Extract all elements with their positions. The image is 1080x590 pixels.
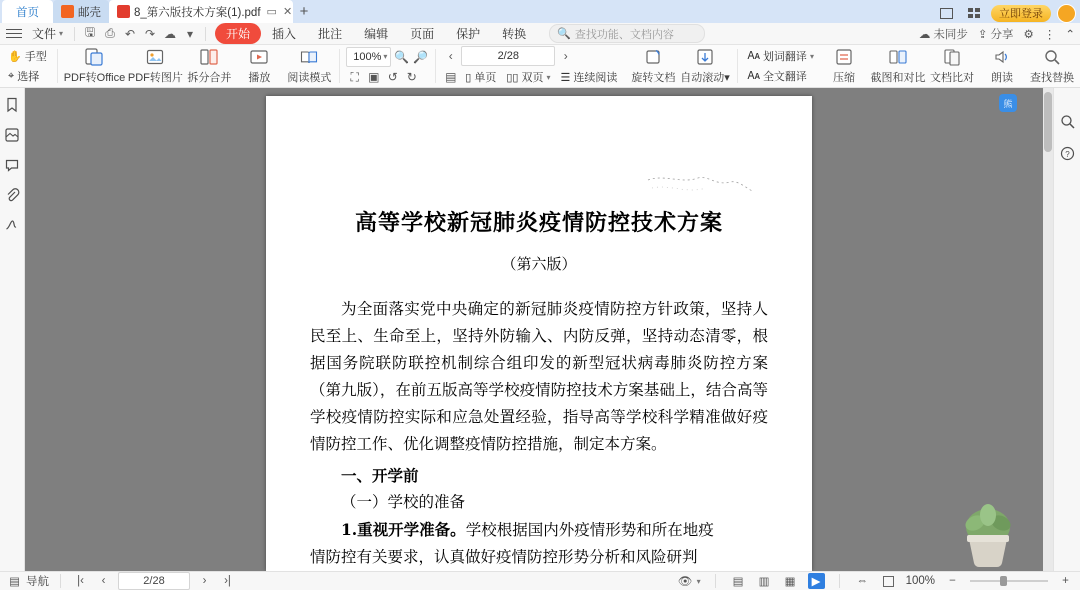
file-menu-button[interactable] — [26, 24, 69, 43]
print-icon[interactable]: ⎙ — [105, 26, 115, 40]
divider — [737, 49, 738, 83]
zoom-group — [346, 47, 429, 86]
tab-mail[interactable] — [53, 0, 109, 23]
translate-word-label: 划词翻译 — [762, 51, 807, 63]
handwriting-annotation — [646, 168, 756, 208]
crop-icon[interactable]: ⛶ — [350, 69, 359, 84]
signature-icon[interactable] — [3, 216, 21, 234]
hand-tool-button[interactable] — [4, 47, 51, 65]
auto-scroll-icon — [695, 47, 715, 67]
pdf-to-image-label: PDF转图片 — [127, 72, 183, 84]
svg-text:?: ? — [1064, 149, 1070, 159]
single-page-button[interactable] — [461, 68, 500, 86]
menu-bar — [0, 23, 1080, 45]
divider — [839, 574, 840, 588]
presentation-icon[interactable]: ▶ — [808, 573, 825, 589]
screenshot-compare-button[interactable] — [870, 45, 926, 87]
continuous-read-label: 连续阅读 — [573, 72, 618, 84]
translate-word-button[interactable] — [743, 47, 817, 65]
zoom-input[interactable] — [346, 47, 391, 67]
zoom-out-icon[interactable]: − — [949, 575, 956, 587]
divider — [74, 27, 75, 41]
zoom-slider[interactable] — [970, 574, 1048, 588]
cloud-icon[interactable]: ☁ — [164, 26, 177, 41]
page-nav-row — [442, 46, 621, 66]
share-button[interactable] — [978, 26, 1014, 42]
select-tool-button[interactable] — [4, 67, 51, 85]
document-scrollbar[interactable] — [1043, 88, 1053, 571]
document-view[interactable] — [25, 88, 1053, 571]
tab-edit[interactable]: 编辑 — [364, 27, 389, 41]
floating-assistant-icon[interactable]: 熊 — [999, 94, 1017, 112]
divider — [339, 49, 340, 83]
status-bar — [0, 571, 1080, 590]
split-merge-icon — [199, 47, 219, 67]
document-heading-1: 一、开学前 — [341, 466, 419, 485]
play-button[interactable] — [235, 45, 283, 87]
compress-label: 压缩 — [832, 72, 855, 84]
avatar[interactable] — [1057, 4, 1076, 23]
pdf-icon — [117, 5, 130, 18]
document-title: 高等学校新冠肺炎疫情防控技术方案 — [354, 210, 723, 236]
page-nav-group — [442, 46, 621, 86]
pdf-office-icon — [84, 47, 104, 67]
view-mode-button[interactable] — [677, 573, 701, 589]
collapse-ribbon-icon[interactable]: ⌃ — [1065, 28, 1075, 41]
document-subtitle: （第六版） — [501, 255, 577, 273]
zoom-row — [346, 47, 429, 67]
compress-icon — [834, 47, 854, 67]
document-body-text: 学校根据国内外疫情形势和所在地疫 — [465, 521, 714, 539]
bookmark-icon[interactable] — [3, 96, 21, 114]
chevron-down-icon[interactable]: ▾ — [383, 52, 388, 61]
more-dots-icon[interactable]: ⋮ — [1043, 28, 1056, 41]
chevron-down-icon: ▾ — [59, 29, 64, 38]
tool-mode-group — [4, 47, 51, 85]
page-number-value: 2/28 — [497, 50, 519, 62]
mail-icon — [61, 5, 74, 18]
tab-close-icon[interactable]: ✕ — [282, 6, 293, 18]
menu-right-actions — [919, 26, 1075, 42]
right-sidebar — [1053, 88, 1080, 571]
save-icon[interactable]: 🖫 — [84, 25, 96, 39]
tab-pdf-label: 8_第六版技术方案(1).pdf — [134, 6, 261, 19]
thumbnail-icon[interactable] — [3, 126, 21, 144]
next-page-icon[interactable]: › — [563, 49, 568, 63]
single-page-icon: ▯ — [465, 71, 472, 84]
first-page-icon[interactable]: |‹ — [77, 575, 84, 587]
rotate-right-icon[interactable]: ↻ — [406, 70, 417, 84]
dual-page-button[interactable] — [502, 68, 554, 86]
split-merge-label: 拆分合并 — [187, 72, 232, 84]
workspace — [0, 88, 1080, 571]
tab-start[interactable]: 开始 — [215, 23, 261, 44]
tab-home[interactable] — [2, 0, 53, 23]
play-icon — [249, 47, 269, 67]
tab-restore-icon[interactable]: ▭ — [266, 6, 277, 18]
attachment-icon[interactable] — [3, 186, 21, 204]
tab-annotate[interactable]: 批注 — [318, 27, 343, 41]
single-page-label: 单页 — [474, 72, 497, 84]
doc-compare-label: 文档比对 — [930, 72, 974, 84]
divider — [715, 574, 716, 588]
restore-window-icon[interactable] — [935, 4, 957, 22]
sync-status[interactable] — [919, 26, 968, 42]
tab-convert[interactable]: 转换 — [502, 27, 527, 41]
share-label: 分享 — [990, 28, 1014, 41]
document-page — [266, 96, 812, 571]
dual-page-icon: ▯▯ — [506, 71, 519, 84]
play-label: 播放 — [248, 72, 271, 84]
read-aloud-label: 朗读 — [991, 72, 1013, 84]
window-controls — [935, 2, 1076, 24]
read-mode-icon — [299, 47, 319, 67]
share-icon: ⇪ — [977, 28, 988, 41]
left-sidebar — [0, 88, 25, 571]
divider — [60, 574, 61, 588]
compress-button[interactable] — [820, 45, 868, 87]
translate-word-icon: 🗛 — [747, 49, 760, 62]
dual-page-icon[interactable]: ▥ — [758, 576, 770, 588]
doc-compare-button[interactable] — [928, 45, 976, 87]
tab-home-label: 首页 — [16, 6, 39, 19]
find-replace-button[interactable] — [1028, 45, 1076, 87]
more-icon[interactable]: ▾ — [187, 26, 194, 41]
cursor-icon: ⌖ — [8, 69, 15, 82]
rotate-doc-label: 旋转文档 — [631, 72, 676, 84]
login-button[interactable] — [991, 5, 1051, 22]
tab-protect[interactable]: 保护 — [456, 27, 481, 41]
nav-icon: ▤ — [9, 576, 20, 588]
document-paragraph-1: 为全面落实党中央确定的新冠肺炎疫情防控方针政策，坚持人民至上、生命至上，坚持外防输入、内防反弹，坚持动态清零，根据国务院联防联控机制综合组印发的新型冠状病毒肺炎防控方案（第九版），在前五版高等学校疫情防控技术方案基础上，结合高等学校疫情防控实际和应急处置经验，指导高等学校科学精准做好疫情防控工作、优化调整疫情防控措施，制定本方案。 — [310, 300, 768, 453]
select-tool-label: 选择 — [17, 71, 40, 83]
eye-icon: 👁 — [677, 576, 693, 588]
rotate-doc-icon — [643, 47, 663, 67]
search-placeholder: 查找功能、文档内容 — [574, 28, 674, 41]
tab-page[interactable]: 页面 — [410, 27, 435, 41]
nav-label: 导航 — [26, 576, 49, 588]
single-page-icon[interactable]: ▤ — [732, 576, 744, 588]
auto-scroll-button[interactable] — [679, 45, 730, 87]
chevron-down-icon: ▾ — [546, 72, 551, 82]
fit-width-icon[interactable]: ⇔ — [856, 575, 868, 587]
document-body-bold: 1.重视开学准备。 — [341, 520, 466, 539]
last-page-icon[interactable]: ›| — [224, 575, 231, 587]
next-page-icon[interactable]: › — [202, 575, 207, 587]
help-icon[interactable] — [1058, 144, 1076, 162]
select-area-icon[interactable]: ▣ — [368, 70, 380, 84]
status-page-input[interactable] — [118, 572, 190, 590]
status-zoom-value: 100% — [905, 575, 935, 587]
thumbnail-view-icon[interactable]: ▤ — [445, 70, 457, 84]
tab-insert[interactable]: 插入 — [272, 27, 297, 41]
divider — [205, 27, 206, 41]
pdf-to-office-button[interactable] — [64, 45, 126, 87]
navigation-button[interactable] — [6, 573, 49, 589]
chevron-down-icon: ▾ — [696, 576, 701, 586]
menu-hamburger-icon[interactable] — [6, 29, 22, 39]
sync-icon: ☁ — [918, 28, 931, 41]
decorative-plant-image — [953, 493, 1023, 571]
read-mode-button[interactable] — [285, 45, 333, 87]
read-aloud-icon — [992, 47, 1012, 67]
zoom-in-icon[interactable]: 🔎 — [413, 49, 429, 64]
search-icon[interactable] — [1058, 112, 1076, 130]
rotate-doc-button[interactable] — [629, 45, 677, 87]
prev-page-icon[interactable]: ‹ — [448, 49, 453, 63]
split-merge-button[interactable] — [185, 45, 233, 87]
comment-icon[interactable] — [3, 156, 21, 174]
page-tools-row — [346, 69, 429, 86]
scrollbar-thumb[interactable] — [1044, 92, 1052, 152]
redo-icon[interactable]: ↷ — [145, 26, 156, 41]
pdf-to-office-label: PDF转Office — [63, 72, 126, 84]
translate-doc-label: 全文翻译 — [762, 71, 807, 83]
prev-page-icon[interactable]: ‹ — [101, 575, 106, 587]
zoom-value: 100% — [353, 50, 382, 63]
zoom-in-icon[interactable]: + — [1062, 575, 1069, 587]
page-number-input[interactable] — [461, 46, 555, 66]
screenshot-compare-icon — [888, 47, 908, 67]
ribbon-tabs — [215, 23, 537, 44]
translate-doc-button[interactable] — [743, 67, 817, 85]
doc-compare-icon — [942, 47, 962, 67]
search-input[interactable] — [549, 24, 705, 43]
tab-pdf-document[interactable] — [109, 0, 293, 23]
continuous-icon: ☰ — [560, 71, 571, 84]
continuous-read-button[interactable] — [556, 68, 621, 86]
document-heading-2: （一）学校的准备 — [341, 493, 466, 511]
settings-icon[interactable]: ⚙ — [1023, 28, 1034, 41]
fit-page-icon[interactable] — [880, 573, 897, 589]
find-replace-icon — [1042, 47, 1062, 67]
search-icon: 🔍 — [557, 28, 571, 40]
pdf-image-icon — [145, 47, 165, 67]
new-tab-button[interactable]: + — [299, 3, 309, 20]
translate-doc-icon: 🗛 — [747, 69, 760, 82]
rotate-left-icon[interactable]: ↺ — [387, 70, 398, 84]
undo-icon[interactable]: ↶ — [125, 26, 136, 41]
chevron-down-icon: ▾ — [809, 51, 814, 61]
hand-icon: ✋ — [8, 50, 22, 63]
view-mode-row — [442, 68, 621, 86]
file-menu-label: 文件 — [32, 27, 57, 41]
dual-page-label: 双页 — [521, 72, 544, 84]
tab-mail-label: 邮壳 — [78, 6, 101, 19]
login-label: 立即登录 — [999, 8, 1043, 20]
divider — [57, 49, 58, 83]
tab-bar — [0, 0, 1080, 23]
screenshot-compare-label: 截图和对比 — [870, 72, 926, 84]
divider — [435, 49, 436, 83]
translate-group — [743, 47, 817, 85]
continuous-read-icon[interactable]: ▦ — [784, 576, 796, 588]
document-body-cut: 情防控有关要求，认真做好疫情防控形势分析和风险研判 — [310, 548, 698, 566]
read-mode-label: 阅读模式 — [287, 72, 332, 84]
zoom-out-icon[interactable]: 🔍 — [394, 49, 410, 64]
grid-view-icon[interactable] — [963, 4, 985, 22]
document-body-line — [310, 516, 768, 544]
ribbon-toolbar — [0, 45, 1080, 88]
find-replace-label: 查找替换 — [1030, 72, 1074, 84]
status-right-group — [677, 573, 1074, 589]
auto-scroll-label: 自动滚动▾ — [680, 72, 730, 84]
sync-label: 未同步 — [933, 28, 968, 41]
read-aloud-button[interactable] — [978, 45, 1026, 87]
hand-tool-label: 手型 — [24, 51, 47, 63]
status-page-value: 2/28 — [143, 575, 165, 587]
pdf-to-image-button[interactable] — [127, 45, 183, 87]
